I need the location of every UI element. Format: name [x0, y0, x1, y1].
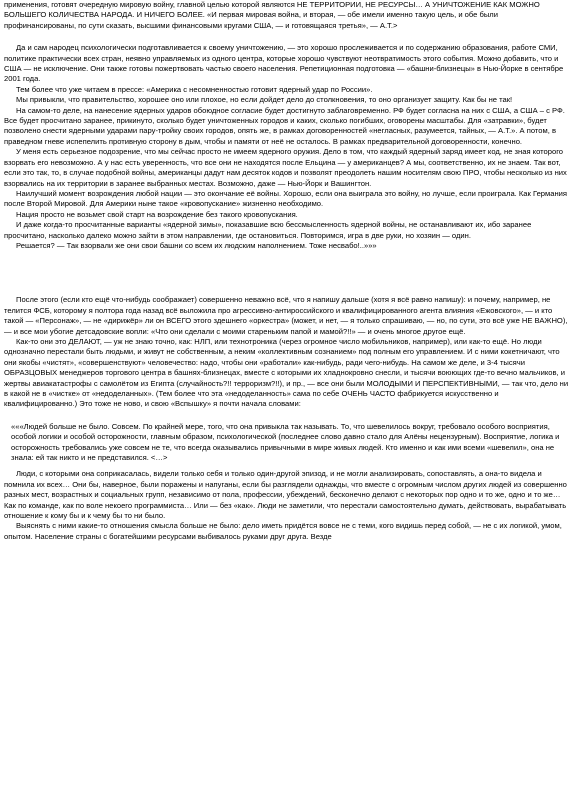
- paragraph-3: Тем более что уже читаем в прессе: «Америка с несомненностью готовит ядерный удар по России».: [16, 84, 373, 94]
- paragraph-5: На самом-то деле, на нанесение ядерных ударов обоюдное согласие будет достигнуто заблаговременно. РФ будет согласна на них с США, а США – с РФ. Все будет просчитано заранее, прикинуто, сколько будет уничтоженных городов и каких, сколько погибших, оговорены масштабы. Для «затравки», будет позволено снести ядерными ударами пару-тройку своих городов, опять же, в рамках договоренностей «негласных, разумеется, тайных, — А.Т.». А потом, в праведном гневе испепелить противную сторону в дым, чтобы и памяти от неё не осталось. В рамках предварительной договоренности, конечно.: [4, 105, 565, 146]
- paragraph-9: И даже когда-то просчитанные варианты «ядерной зимы», показавшие всю бессмысленность ядерной войны, не останавливают их, ибо заранее просчитано, насколько далеко можно зайти в этом направлении, где остановиться. Повторимся, игра в две руки, но хозяин — один.: [4, 220, 532, 240]
- paragraph-7: Наилучший момент возрождения любой нации — это окончание её войны. Хорошо, если она выиграла это войну, но лучше, если проиграла. Как Германия после Второй Мировой. Для Америки ныне такое «кровопускание» жизненно необходимо.: [4, 188, 568, 209]
- paragraph-4: Мы привыкли, что правительство, хорошее оно или плохое, но если дойдет дело до столкновения, то оно организует защиту. Как бы не так!: [16, 95, 513, 105]
- quote-paragraph-2: Люди, с которыми она соприкасалась, видели только себя и только один-другой эпизод, и не могли анализировать, сопоставлять, а она-то видела и помнила их всех… Они бы, наверное, были поражены и напуганы, если бы разглядели однажды, что вместе с огромным числом других людей из совершенно разных мест, возрастных и социальных групп, независимо от пола, профессии, убеждений, бесконечно делают с некоторых пор одно и то же, одно и то же… Как по команде, как по воле некоего программиста… Или — без «как». Люди не заметили, что перестали самостоятельно думать, действовать, вырабатывать отношение к кому бы и к чему бы то ни было.: [4, 469, 567, 521]
- quote-paragraph-1: «««Людей больше не было. Совсем. По крайней мере, того, что она привыкла так называть. То, что шевелилось вокруг, требовало особого восприятия, особой логики и особой осторожности, главным образом, психологической (последнее слово давно стало для Алёны нецензурным). Восприятие, логика и осторожность требовались уже совсем не те, что всегда оказывались привычными в мире живых людей. Кто именно и как ими всеми «шевелил», она не знала: ей так никто и не представился. <…>: [11, 421, 560, 463]
- paragraph-11: После этого (если кто ещё что-нибудь соображает) совершенно неважно всё, что я напишу дальше (хотя я всё равно напишу): и почему, например, не телится ФСБ, которому я полтора года назад всё выложила про агрессивно-антироссийского и квалифицированного агента влияния «Ежовского», — и кто такой — «Персонаж», — не «дирижёр» ли он ВСЕГО этого здешнего «оркестра» (может, и нет, — я только спрашиваю, — но, по сути, это всё уже НЕ ВАЖНО), — и все мои убогие детсадовские вопли: «Что они сделали с моими стареньким папой и мамой?!!» — и очень многое другое ещё.: [4, 295, 568, 336]
- paragraph-2: Да и сам народец психологически подготавливается к своему уничтожению, — это хорошо прослеживается и по содержанию образования, работе СМИ, политике практически всех стран, неявно управляемых из одного центра, которые хорошо чувствуют неотвратимость этого события. Можно добавить, что и США — не исключение. Они также готовы пожертвовать частью своего населения. Репетиционная подготовка — «башни-близнецы» в Нью-Йорке в сентябре 2001 года.: [4, 43, 564, 84]
- paragraph-10: Решается? — Так взорвали же они свои башни со всем их людским наполнением. Тоже несвабо!..»»»: [16, 240, 377, 250]
- paragraph-8: Нация просто не возьмет свой старт на возрождение без такого кровопускания.: [16, 209, 298, 219]
- paragraph-12: Как-то они это ДЕЛАЮТ, — уж не знаю точно, как: НЛП, или технотроника (через огромное число мобильников, например), или как-то ещё. Но люди однозначно перестали быть людьми, и живут не собственным, а неким «коллективным сознанием» под полным его управлением. И с ними кокетничают, что они якобы «чистят», «совершенствуют» человечество: надо, чтобы они «работали» как-нибудь, ради чего-нибудь. На самом же деле, и 3-4 тысячи ОБРАЗЦОВЫХ менеджеров торгового центра в башнях-близнецах, вместе с которыми их хладнокровно снесли, и тысячи воюющих где-то вечно мальчиков, и жертвы авиакатастрофы с самолётом из Египта (случайность?!! терроризм?!!), и пр., — все они были МОЛОДЫМИ И ПЕРСПЕКТИВНЫМИ, — так что, дело ни в какой не в «чистке» от «недоделанных». (Тем более что эта «недоделанность» сама по себе ОЧЕНЬ ЧАСТО фабрикуется искусственно и квалифицированно.) Это тоже не ново, и свою «Вспышку» я почти начала словами:: [4, 336, 569, 409]
- paragraph-6: У меня есть серьезное подозрение, что мы сейчас просто не имеем ядерного оружия. Дело в том, что каждый ядерный заряд имеет код, не зная которого взорвать его невозможно. А у нас есть уверенность, что все они не находятся после Ельцина — у американцев? А мы, соответственно, их не знаем. Так вот, если это так, то, в случае подобной войны, американцы дадут нам десяток кодов и позволят преодолеть нашим носителям свою ПРО, чтобы несколько из них взорвались на их территории в заранее выбранных местах. Возможно, даже — Нью-Йорк и Вашингтон.: [4, 147, 567, 188]
- quote-paragraph-3: Выяснять с ними какие-то отношения смысла больше не было: дело иметь придётся вовсе не с теми, кого видишь перед собой, — не с их логикой, умом, опытом. Население страны с богатейшими ресурсами выбивалось руками друг друга. Везде: [4, 521, 562, 541]
- paragraph-1: применения, готовят очередную мировую войну, главной целью которой являются НЕ ТЕРРИТОРИИ, НЕ РЕСУРСЫ… А УНИЧТОЖЕНИЕ КАК МОЖНО БОЛЬШЕГО КОЛИЧЕСТВА НАРОДА. И НИЧЕГО БОЛЕЕ. «И первая мировая война, и вторая, — обе имели именно такую цель, и обе были профинансированы, по сути сказать, высшими финансовыми кругами США, — и готовящаяся третья», — А.Т.>: [4, 0, 540, 30]
